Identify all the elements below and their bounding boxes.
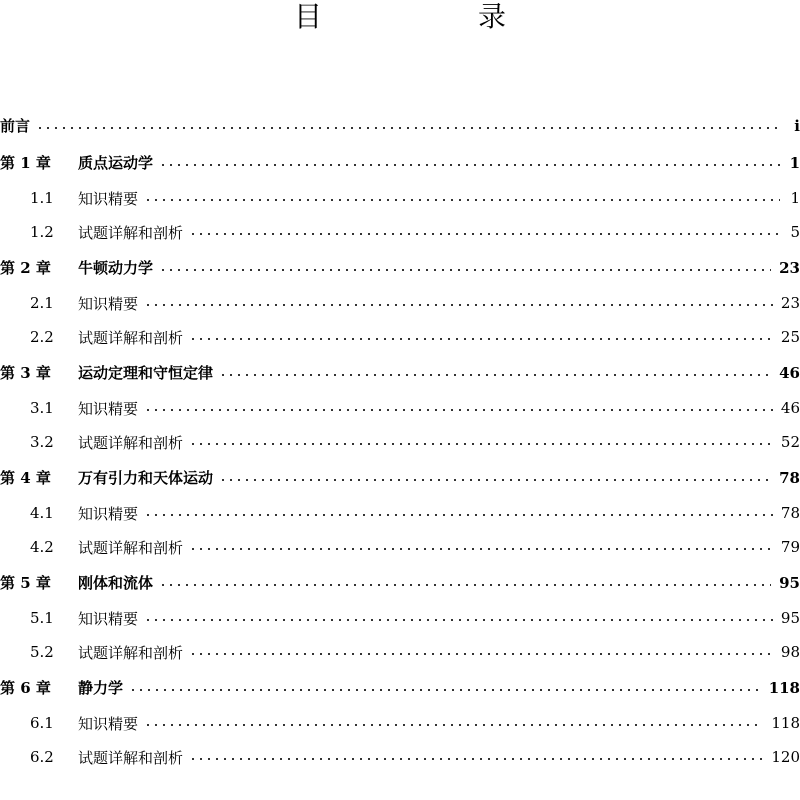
- toc-page-number: 1: [790, 189, 800, 207]
- toc-page-number: 78: [779, 468, 800, 487]
- toc-page-number: 23: [779, 258, 800, 277]
- dot-leader: [189, 338, 773, 340]
- toc-entry-title: 知识精要: [78, 399, 139, 418]
- toc-entry-title: 知识精要: [78, 294, 139, 313]
- toc-section-row[interactable]: [0, 181, 800, 215]
- toc-entry-title: 试题详解和剖析: [78, 433, 184, 452]
- toc-entry-title: 质点运动学: [78, 154, 154, 172]
- toc-entry-title: 运动定理和守恒定律: [78, 364, 214, 382]
- toc-chapter-row[interactable]: [0, 249, 800, 286]
- toc-section-row[interactable]: [0, 320, 800, 354]
- toc-number: 2.1: [30, 294, 54, 312]
- table-of-contents: [0, 107, 800, 774]
- toc-chapter-row[interactable]: [0, 144, 800, 181]
- dot-leader: [189, 548, 773, 550]
- toc-entry-title: 万有引力和天体运动: [78, 469, 214, 487]
- toc-entry-title: 知识精要: [78, 504, 139, 523]
- toc-number: 5.2: [30, 643, 54, 661]
- toc-entry-title: 静力学: [78, 679, 124, 697]
- toc-number: 1.1: [30, 189, 54, 207]
- dot-leader: [189, 653, 773, 655]
- toc-page-number: 78: [780, 504, 800, 522]
- toc-number: 3.1: [30, 399, 54, 417]
- toc-page-number: 95: [779, 573, 800, 592]
- toc-page-number: 46: [779, 363, 800, 382]
- toc-chapter-row[interactable]: [0, 564, 800, 601]
- dot-leader: [159, 164, 780, 166]
- toc-chapter-row[interactable]: [0, 669, 800, 706]
- toc-number: 1.2: [30, 223, 54, 241]
- toc-section-row[interactable]: [0, 286, 800, 320]
- dot-leader: [159, 584, 771, 586]
- toc-number: 第 6 章: [0, 679, 51, 697]
- dot-leader: [129, 689, 761, 691]
- toc-page-number: 120: [771, 748, 800, 766]
- toc-section-row[interactable]: [0, 530, 800, 564]
- toc-entry-title: 知识精要: [78, 189, 139, 208]
- toc-section-row[interactable]: [0, 215, 800, 249]
- toc-number: 2.2: [30, 328, 54, 346]
- dot-leader: [189, 758, 763, 760]
- toc-number: 4.1: [30, 504, 54, 522]
- toc-page-number: 118: [771, 714, 800, 732]
- toc-entry-title: 前言: [0, 117, 31, 135]
- toc-section-row[interactable]: [0, 391, 800, 425]
- dot-leader: [144, 199, 780, 201]
- dot-leader: [144, 619, 773, 621]
- toc-chapter-row[interactable]: [0, 354, 800, 391]
- dot-leader: [219, 479, 771, 481]
- toc-number: 第 5 章: [0, 574, 51, 592]
- toc-entry-title: 试题详解和剖析: [78, 748, 184, 767]
- dot-leader: [219, 374, 771, 376]
- page-title: 目 录: [293, 0, 570, 33]
- toc-section-row[interactable]: [0, 496, 800, 530]
- toc-entry-title: 刚体和流体: [78, 574, 154, 592]
- toc-page-number: 79: [780, 538, 800, 556]
- dot-leader: [159, 269, 771, 271]
- dot-leader: [144, 724, 763, 726]
- dot-leader: [36, 127, 780, 129]
- toc-number: 3.2: [30, 433, 54, 451]
- toc-entry-title: 试题详解和剖析: [78, 538, 184, 557]
- dot-leader: [189, 233, 780, 235]
- dot-leader: [144, 514, 773, 516]
- toc-entry-title: 牛顿动力学: [78, 259, 154, 277]
- toc-page-number: 5: [790, 223, 800, 241]
- toc-number: 5.1: [30, 609, 54, 627]
- toc-page-number: 118: [768, 678, 800, 697]
- toc-chapter-row[interactable]: [0, 459, 800, 496]
- toc-page-number: 23: [780, 294, 800, 312]
- toc-section-row[interactable]: [0, 706, 800, 740]
- toc-section-row[interactable]: [0, 635, 800, 669]
- toc-entry-title: 试题详解和剖析: [78, 223, 184, 242]
- toc-chapter-row[interactable]: [0, 107, 800, 144]
- toc-page-number: 25: [780, 328, 800, 346]
- toc-number: 6.2: [30, 748, 54, 766]
- toc-page-number: i: [794, 116, 800, 135]
- toc-section-row[interactable]: [0, 740, 800, 774]
- toc-entry-title: 试题详解和剖析: [78, 328, 184, 347]
- toc-entry-title: 知识精要: [78, 609, 139, 628]
- dot-leader: [189, 443, 773, 445]
- toc-number: 第 1 章: [0, 154, 51, 172]
- toc-number: 第 4 章: [0, 469, 51, 487]
- toc-entry-title: 试题详解和剖析: [78, 643, 184, 662]
- toc-page-number: 52: [780, 433, 800, 451]
- toc-number: 6.1: [30, 714, 54, 732]
- toc-section-row[interactable]: [0, 425, 800, 459]
- toc-number: 第 3 章: [0, 364, 51, 382]
- toc-number: 4.2: [30, 538, 54, 556]
- toc-section-row[interactable]: [0, 601, 800, 635]
- dot-leader: [144, 304, 773, 306]
- toc-page-number: 95: [780, 609, 800, 627]
- dot-leader: [144, 409, 773, 411]
- toc-page-number: 1: [789, 153, 800, 172]
- toc-page-number: 98: [780, 643, 800, 661]
- toc-page-number: 46: [780, 399, 800, 417]
- toc-entry-title: 知识精要: [78, 714, 139, 733]
- toc-number: 第 2 章: [0, 259, 51, 277]
